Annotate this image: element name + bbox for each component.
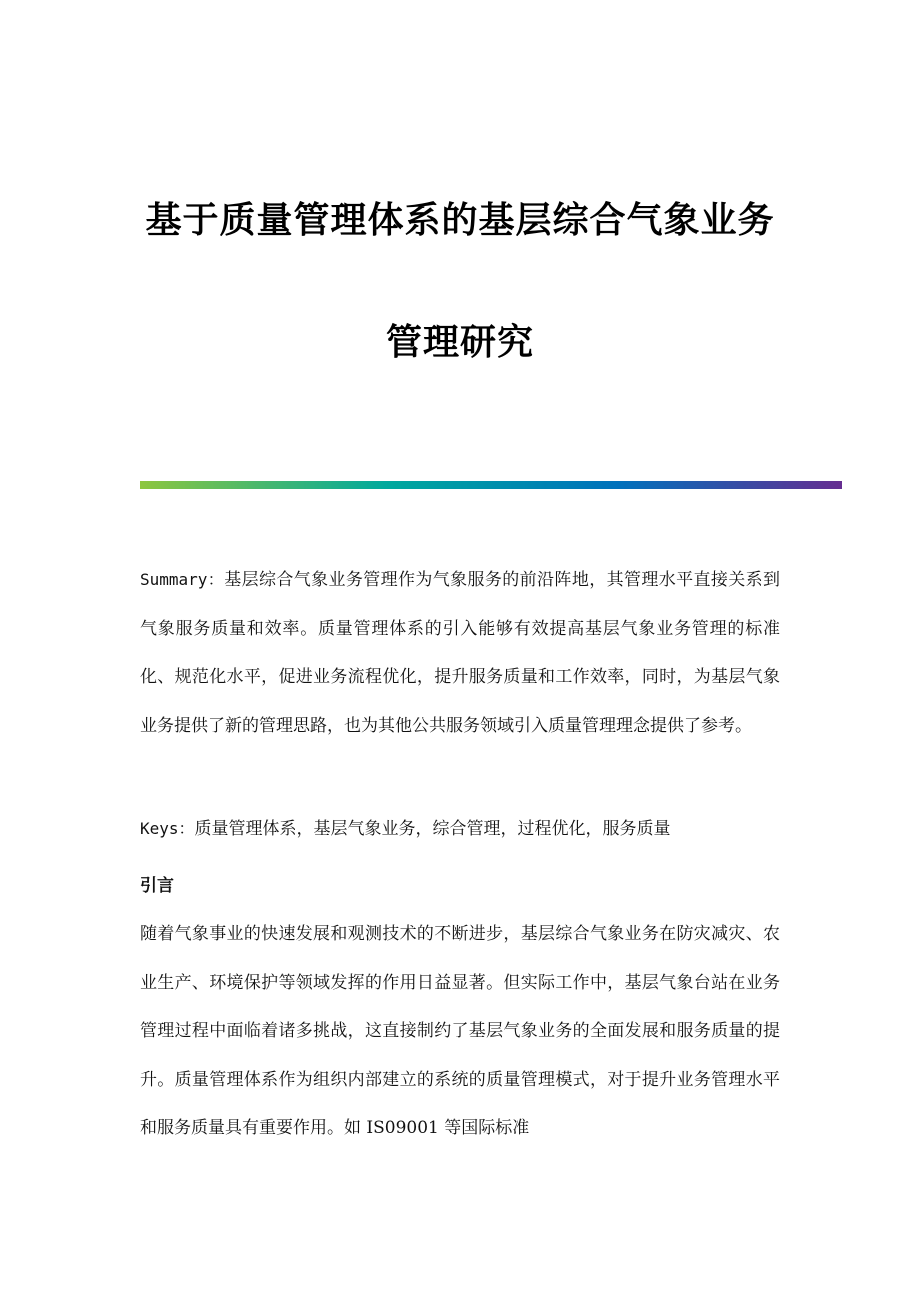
summary-label: Summary： <box>140 570 225 589</box>
keys-text: 质量管理体系，基层气象业务，综合管理，过程优化，服务质量 <box>194 819 671 839</box>
keys-label: Keys： <box>140 819 195 838</box>
document-title-line-1: 基于质量管理体系的基层综合气象业务 <box>145 200 775 241</box>
summary-paragraph <box>140 556 780 750</box>
intro-heading: 引言 <box>140 876 174 896</box>
summary-text: 基层综合气象业务管理作为气象服务的前沿阵地，其管理水平直接关系到气象服务质量和效率。质量管理体系的引入能够有效提高基层气象业务管理的标准化、规范化水平，促进业务流程优化，提升服务质量和工作效率，同时，为基层气象业务提供了新的管理思路，也为其他公共服务领域引入质量管理理念提供了参考。 <box>140 570 781 736</box>
gradient-divider <box>140 481 842 489</box>
keywords-line <box>140 805 780 854</box>
document-title-line-2: 管理研究 <box>385 322 534 363</box>
intro-paragraph: 随着气象事业的快速发展和观测技术的不断进步，基层综合气象业务在防灾减灾、农业生产、环境保护等领域发挥的作用日益显著。但实际工作中，基层气象台站在业务管理过程中面临着诸多挑战，这直接制约了基层气象业务的全面发展和服务质量的提升。质量管理体系作为组织内部建立的系统的质量管理模式，对于提升业务管理水平和服务质量具有重要作用。如 IS09001 等国际标准 <box>140 924 780 1138</box>
